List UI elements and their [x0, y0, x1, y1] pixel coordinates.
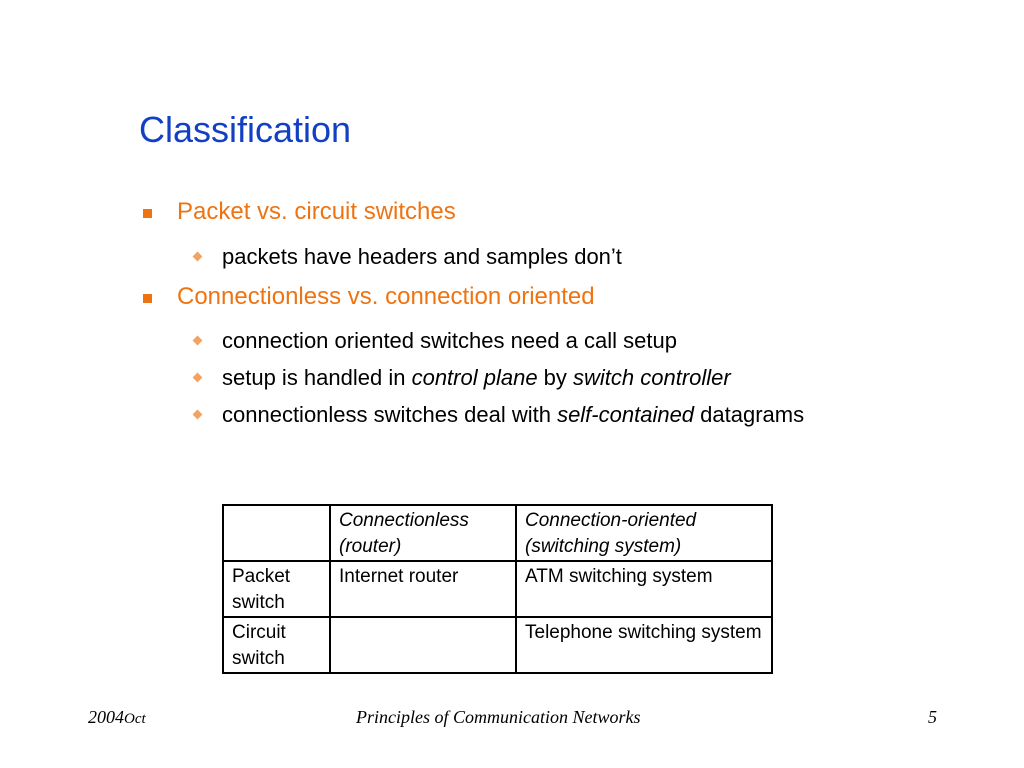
diamond-bullet-icon — [193, 373, 203, 383]
sub-bullet-call-setup — [222, 330, 677, 352]
table-cell: Telephone switching system — [516, 617, 772, 673]
emphasis-switch-controller: switch controller — [573, 365, 731, 390]
sub-bullet-text: connectionless switches deal with self-contained datagrams — [222, 402, 805, 427]
emphasis-control-plane: control plane — [411, 365, 538, 390]
footer-course-title: Principles of Communication Networks — [356, 707, 641, 727]
table-cell — [330, 617, 516, 673]
table-cell: Internet router — [330, 561, 516, 617]
table-cell: Packet switch — [223, 561, 330, 617]
table-row — [223, 561, 772, 617]
diamond-bullet-icon — [193, 252, 203, 262]
diamond-bullet-icon — [193, 336, 203, 346]
diamond-bullet-icon — [193, 410, 203, 420]
table-header-cell: Connection-oriented (switching system) — [516, 505, 772, 561]
table-header-cell — [223, 505, 330, 561]
footer-month: Oct — [124, 711, 146, 727]
table-cell: Circuit switch — [223, 617, 330, 673]
table-row — [223, 617, 772, 673]
classification-table — [222, 504, 773, 674]
footer-year: 2004 — [88, 707, 124, 727]
bullet-packet-vs-circuit — [177, 200, 456, 224]
bullet-connectionless-vs-connection — [177, 285, 595, 309]
footer-date — [88, 708, 146, 727]
table-header-row — [223, 505, 772, 561]
sub-bullet-text: packets have headers and samples don’t — [222, 244, 622, 269]
table-header-cell: Connectionless (router) — [330, 505, 516, 561]
sub-bullet-text: connection oriented switches need a call setup — [222, 328, 677, 353]
slide-title: Classification — [139, 109, 352, 150]
bullet-text: Packet vs. circuit switches — [177, 198, 456, 225]
sub-bullet-control-plane — [222, 367, 731, 389]
sub-bullet-packets-headers — [222, 246, 622, 268]
square-bullet-icon — [143, 209, 152, 218]
sub-bullet-text: setup is handled in control plane by switch controller — [222, 365, 731, 390]
sub-bullet-datagrams — [222, 404, 804, 426]
table-cell: ATM switching system — [516, 561, 772, 617]
square-bullet-icon — [143, 294, 152, 303]
footer-page-number: 5 — [928, 707, 937, 727]
bullet-text: Connectionless vs. connection oriented — [177, 283, 595, 310]
emphasis-self-contained: self-contained — [557, 402, 695, 427]
